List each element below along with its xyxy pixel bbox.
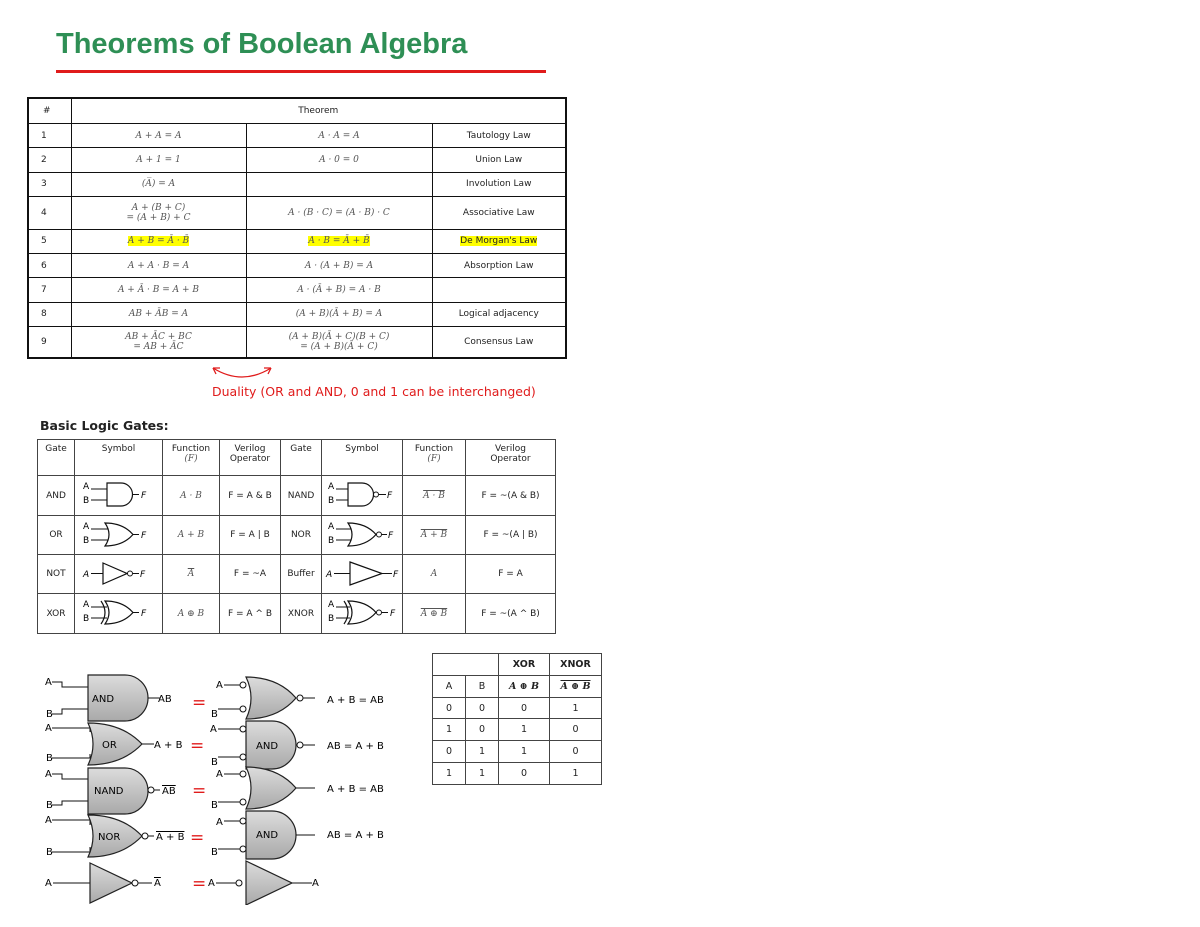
cell-a: 1 <box>433 719 466 741</box>
gate-output: AB <box>162 786 176 797</box>
row-number: 6 <box>28 253 71 277</box>
page-title: Theorems of Boolean Algebra <box>56 28 468 60</box>
header-verilog-sub: Operator <box>229 454 271 464</box>
pin-b: B <box>46 800 53 811</box>
theorem-and-form <box>246 172 432 196</box>
pin-a: A <box>45 878 52 889</box>
gate-function <box>403 516 466 555</box>
gate-function: A ⊕ B <box>163 594 220 634</box>
gate-label: NOR <box>98 832 121 843</box>
pin-b: B <box>211 757 218 768</box>
theorem-and-form: A · A = A <box>246 123 432 147</box>
xor-gate-symbol <box>75 594 163 634</box>
law-name: Associative Law <box>432 197 566 230</box>
xor-gate-icon <box>79 597 159 627</box>
gate-function <box>403 594 466 634</box>
gate-name: XNOR <box>281 594 322 634</box>
pin-a: A <box>216 680 223 691</box>
table-row <box>28 229 566 253</box>
table-row <box>38 594 556 634</box>
gate-function-text: A + B <box>420 530 448 540</box>
gate-name: XOR <box>38 594 75 634</box>
theorem-or-form: A + A = A <box>71 123 246 147</box>
theorem-line: = (A + B) + C <box>126 212 191 223</box>
pin-f: F <box>140 530 146 541</box>
pin-b: B <box>328 535 335 546</box>
nand-gate-icon <box>324 479 404 509</box>
table-row <box>38 516 556 555</box>
row-number: 7 <box>28 278 71 302</box>
cell-b: 0 <box>466 697 499 719</box>
equivalence-expression: A + B = AB <box>327 784 384 795</box>
pin-a: A <box>82 569 89 580</box>
pin-f: F <box>140 609 146 619</box>
gate-output: A + B <box>154 740 183 751</box>
cell-xor: 0 <box>499 763 550 785</box>
gate-label: AND <box>92 694 115 705</box>
header-symbol: Symbol <box>322 440 403 476</box>
cell-b: 0 <box>466 719 499 741</box>
equals-sign: = <box>192 874 207 894</box>
verilog-operator: F = A ^ B <box>220 594 281 634</box>
verilog-operator: F = ~A <box>220 555 281 594</box>
theorem-and-form: A · (B · C) = (A · B) · C <box>246 197 432 230</box>
theorem-and-form: A · (A + B) = A <box>246 253 432 277</box>
header-verilog <box>220 440 281 476</box>
theorem-and-form: A · (Ā + B) = A · B <box>246 278 432 302</box>
header-verilog-label: Verilog <box>234 444 266 454</box>
law-name <box>432 278 566 302</box>
row-number: 1 <box>28 123 71 147</box>
theorem-or-form: A + Ā · B = A + B <box>71 278 246 302</box>
row-number: 8 <box>28 302 71 326</box>
cell-xor: 1 <box>499 741 550 763</box>
header-xnor-expr <box>550 675 602 697</box>
buffer-gate-icon <box>246 861 292 905</box>
logic-gates-table <box>37 439 556 634</box>
pin-a: A <box>326 569 333 580</box>
equivalence-expression: A + B = AB <box>327 695 384 706</box>
cell-b: 1 <box>466 763 499 785</box>
row-number: 2 <box>28 148 71 172</box>
cell-a: 0 <box>433 741 466 763</box>
nor-gate-symbol <box>322 516 403 555</box>
law-name: Tautology Law <box>432 123 566 147</box>
pin-a: A <box>210 724 217 735</box>
table-row <box>38 476 556 516</box>
gate-name: Buffer <box>281 555 322 594</box>
table-row <box>433 763 602 785</box>
nor-gate-icon <box>324 519 404 549</box>
header-xnor: XNOR <box>550 654 602 676</box>
equals-sign: = <box>192 693 207 713</box>
or-gate-icon <box>246 767 296 809</box>
header-function <box>163 440 220 476</box>
theorem-or-form: A + A · B = A <box>71 253 246 277</box>
gate-function: A <box>403 555 466 594</box>
and-gate-symbol <box>75 476 163 516</box>
header-xor-expr: A ⊕ B <box>499 675 550 697</box>
header-symbol: Symbol <box>75 440 163 476</box>
cell-xor: 1 <box>499 719 550 741</box>
theorem-line: AB + ĀC + BC <box>125 332 192 342</box>
equals-sign: = <box>190 736 205 756</box>
header-b: B <box>466 675 499 697</box>
theorem-or-form <box>71 197 246 230</box>
verilog-operator: F = ~(A | B) <box>466 516 556 555</box>
equals-sign: = <box>192 781 207 801</box>
header-function-sub: (F) <box>427 454 441 464</box>
pin-f: F <box>388 530 394 541</box>
pin-b: B <box>82 614 89 624</box>
header-verilog <box>466 440 556 476</box>
row-number: 5 <box>28 229 71 253</box>
cell-a: 0 <box>433 697 466 719</box>
table-row <box>28 302 566 326</box>
truth-group-header-row <box>433 654 602 676</box>
gate-output: AB <box>158 694 172 705</box>
nor-circuit-row <box>45 811 384 859</box>
demorgan-circuit-diagram <box>40 665 410 905</box>
pin-b: B <box>82 535 89 546</box>
pin-a: A <box>208 878 215 889</box>
nand-circuit-row <box>45 767 384 814</box>
pin-f: F <box>139 569 145 580</box>
pin-b: B <box>211 709 218 720</box>
equivalence-expression: A <box>312 878 319 889</box>
header-verilog-label: Verilog <box>495 444 526 454</box>
gate-function-text: A · B <box>423 490 445 501</box>
gates-header-row <box>38 440 556 476</box>
pin-a: A <box>45 723 52 734</box>
cell-xnor: 1 <box>550 697 602 719</box>
pin-a: A <box>45 815 52 826</box>
pin-b: B <box>46 709 53 720</box>
theorems-header-row <box>28 98 566 123</box>
theorem-line: A + (B + C) <box>131 202 186 213</box>
theorem-or-form <box>71 327 246 358</box>
law-name: Logical adjacency <box>432 302 566 326</box>
not-circuit-row <box>45 861 319 905</box>
verilog-operator: F = ~(A & B) <box>466 476 556 516</box>
truth-blank-header <box>433 654 499 676</box>
cell-xnor: 0 <box>550 719 602 741</box>
header-gate: Gate <box>38 440 75 476</box>
pin-a: A <box>82 521 89 532</box>
table-row <box>28 148 566 172</box>
table-row <box>433 719 602 741</box>
law-name: Union Law <box>432 148 566 172</box>
verilog-operator: F = A <box>466 555 556 594</box>
table-row <box>28 197 566 230</box>
gate-label: AND <box>256 830 279 841</box>
equivalence-expression: AB = A + B <box>327 741 384 752</box>
pin-a: A <box>328 482 335 492</box>
cell-xnor: 1 <box>550 763 602 785</box>
header-a: A <box>433 675 466 697</box>
pin-a: A <box>328 600 335 610</box>
pin-f: F <box>387 491 393 501</box>
xnor-gate-symbol <box>322 594 403 634</box>
gate-function: A · B <box>163 476 220 516</box>
pin-b: B <box>211 847 218 858</box>
title-underline <box>56 70 546 73</box>
cell-xnor: 0 <box>550 741 602 763</box>
gate-name: NOT <box>38 555 75 594</box>
pin-b: B <box>82 496 89 506</box>
gate-label: AND <box>256 741 279 752</box>
gate-output: A <box>154 878 161 889</box>
row-number: 9 <box>28 327 71 358</box>
header-xor: XOR <box>499 654 550 676</box>
gate-output: A + B <box>156 832 185 843</box>
gate-function-text: $\overline{A}$ <box>187 569 195 579</box>
pin-b: B <box>328 496 335 506</box>
theorem-and-form: A · 0 = 0 <box>246 148 432 172</box>
table-row <box>28 123 566 147</box>
gate-function <box>163 555 220 594</box>
table-row <box>28 327 566 358</box>
pin-a: A <box>216 769 223 780</box>
cell-a: 1 <box>433 763 466 785</box>
gate-name: OR <box>38 516 75 555</box>
header-function <box>403 440 466 476</box>
cell-xor: 0 <box>499 697 550 719</box>
table-row <box>28 253 566 277</box>
gate-label: OR <box>102 740 117 751</box>
pin-f: F <box>140 491 146 501</box>
theorem-and-form <box>246 327 432 358</box>
equivalence-expression: AB = A + B <box>327 830 384 841</box>
row-number: 3 <box>28 172 71 196</box>
duality-arrow-icon <box>205 360 285 382</box>
verilog-operator: F = A | B <box>220 516 281 555</box>
truth-col-header-row <box>433 675 602 697</box>
highlighted-text: A + B = Ā · B̄ <box>127 236 190 247</box>
xnor-gate-icon <box>324 597 404 627</box>
header-theorem: Theorem <box>71 98 566 123</box>
gate-function <box>403 476 466 516</box>
theorem-and-form <box>246 229 432 253</box>
cell-b: 1 <box>466 741 499 763</box>
not-gate-icon <box>90 863 132 903</box>
table-row <box>433 697 602 719</box>
law-name: Absorption Law <box>432 253 566 277</box>
and-gate-icon <box>79 479 159 509</box>
header-verilog-sub: Operator <box>490 454 531 464</box>
row-number: 4 <box>28 197 71 230</box>
header-xnor-expr-text: A ⊕ B <box>560 680 591 692</box>
nand-gate-symbol <box>322 476 403 516</box>
pin-b: B <box>46 753 53 764</box>
theorem-line: (A + B)(Ā + C)(B + C) <box>288 332 390 342</box>
table-row <box>28 172 566 196</box>
or-gate-symbol <box>75 516 163 555</box>
highlighted-text: A · B = Ā + B̄ <box>308 236 370 247</box>
theorem-or-form <box>71 229 246 253</box>
table-row <box>433 741 602 763</box>
theorem-line: = AB + ĀC <box>133 342 184 352</box>
gates-section-title: Basic Logic Gates: <box>40 418 169 433</box>
gate-function-text: A ⊕ B <box>420 608 448 619</box>
or-gate-icon <box>79 519 159 549</box>
buffer-gate-icon <box>324 558 404 588</box>
theorem-or-form: A + 1 = 1 <box>71 148 246 172</box>
pin-a: A <box>328 521 335 532</box>
gate-name: NAND <box>281 476 322 516</box>
law-name: Involution Law <box>432 172 566 196</box>
not-gate-icon <box>79 558 159 588</box>
verilog-operator: F = A & B <box>220 476 281 516</box>
law-name <box>432 229 566 253</box>
header-function-sub: (F) <box>184 454 198 464</box>
pin-b: B <box>46 847 53 858</box>
verilog-operator: F = ~(A ^ B) <box>466 594 556 634</box>
highlighted-text: De Morgan's Law <box>460 236 538 247</box>
gate-label: NAND <box>94 786 124 797</box>
pin-a: A <box>45 677 52 688</box>
law-name: Consensus Law <box>432 327 566 358</box>
theorem-or-form: (A̅) = A <box>71 172 246 196</box>
not-gate-symbol <box>75 555 163 594</box>
and-circuit-row <box>45 675 384 721</box>
theorem-line: = (A + B)(Ā + C) <box>300 342 378 352</box>
or-gate-icon <box>246 677 296 719</box>
theorem-and-form: (A + B)(Ā + B) = A <box>246 302 432 326</box>
pin-b: B <box>211 800 218 811</box>
pin-f: F <box>393 569 399 580</box>
or-circuit-row <box>45 721 384 769</box>
pin-f: F <box>390 609 396 619</box>
buffer-gate-symbol <box>322 555 403 594</box>
table-row <box>28 278 566 302</box>
pin-a: A <box>216 817 223 828</box>
equals-sign: = <box>190 828 205 848</box>
pin-a: A <box>82 482 89 492</box>
gate-name: NOR <box>281 516 322 555</box>
header-num: # <box>28 98 71 123</box>
pin-b: B <box>328 614 335 624</box>
pin-a: A <box>45 769 52 780</box>
pin-a: A <box>82 600 89 610</box>
xor-xnor-truth-table <box>432 653 602 785</box>
gate-name: AND <box>38 476 75 516</box>
table-row <box>38 555 556 594</box>
header-function-label: Function <box>414 444 454 454</box>
gate-function: A + B <box>163 516 220 555</box>
theorems-table <box>27 97 567 359</box>
header-gate: Gate <box>281 440 322 476</box>
theorem-or-form: AB + ĀB = A <box>71 302 246 326</box>
header-function-label: Function <box>171 444 211 454</box>
duality-note: Duality (OR and AND, 0 and 1 can be interchanged) <box>212 384 536 399</box>
